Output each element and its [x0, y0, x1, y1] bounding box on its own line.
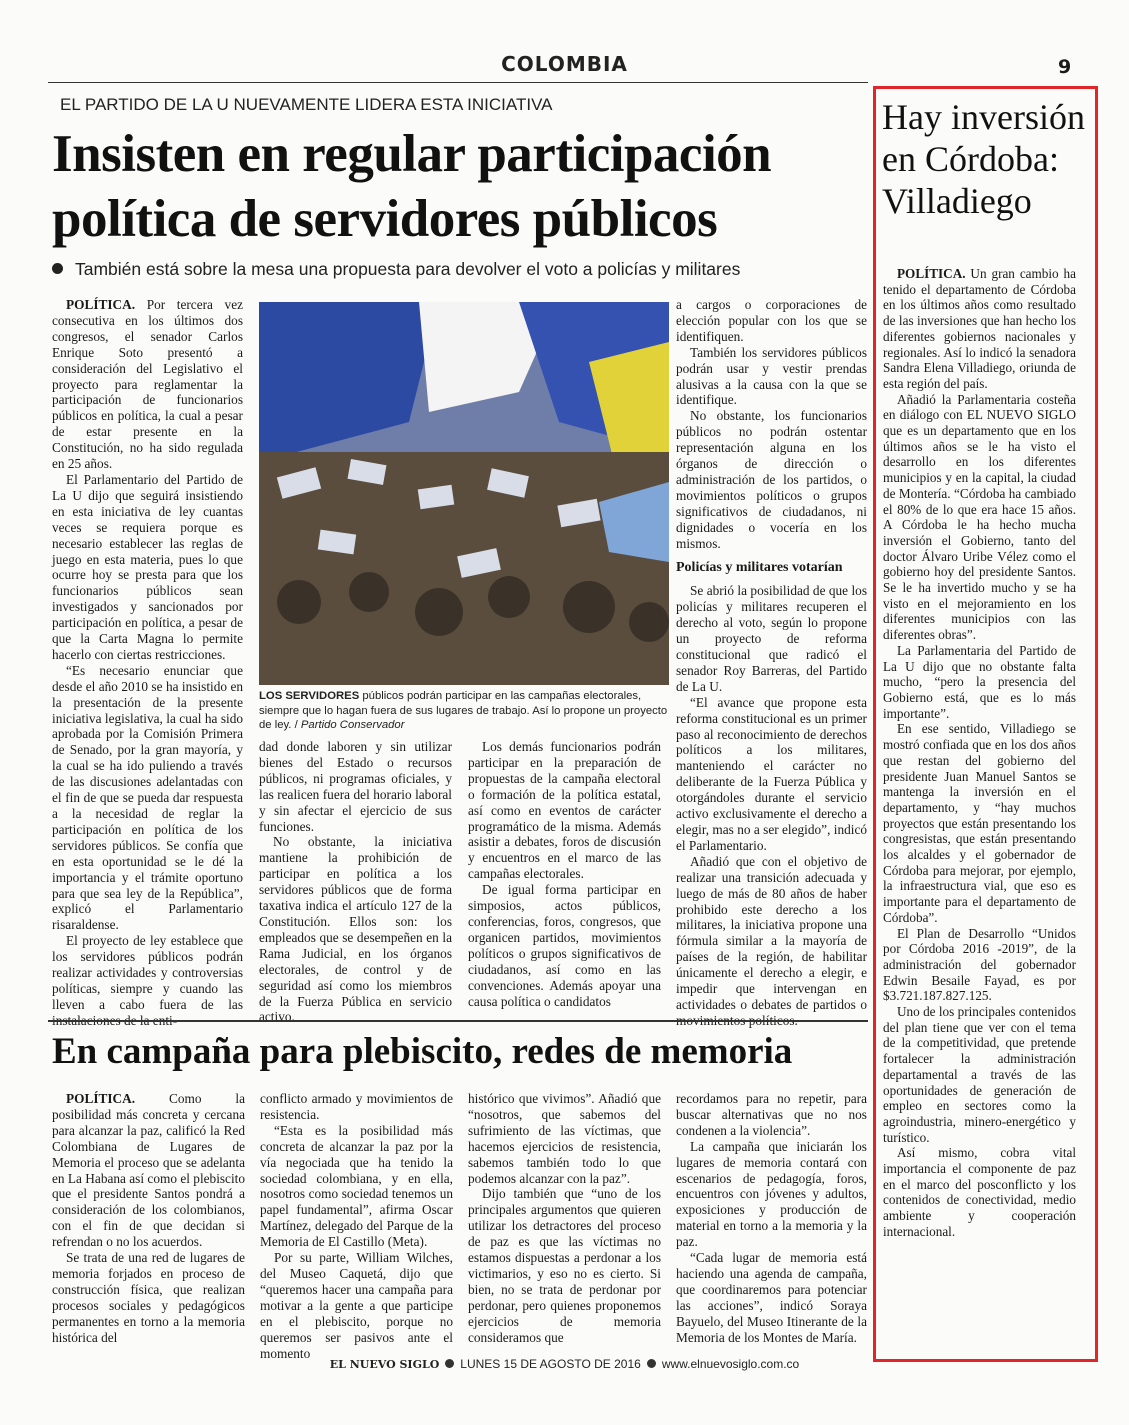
paragraph: No obstante, la iniciativa mantiene la prohibición de participar en política a los servidores públicos que de forma taxativa indica el artículo 127 de la Constitución. Ellos son: los empleados que se desempeñen en la Rama Judicial, en los órganos electorales, de control y de seguridad así como los miembros de la Fuerza Pública en servicio activo. [259, 834, 452, 1025]
paragraph: Añadió la Parlamentaria costeña en diálogo con EL NUEVO SIGLO que es un departamento que en los últimos años se le ha visto el desarrollo en los diferentes municipios y en la capital, la ciudad de Montería. “Córdoba ha cambiado el 80% de lo que era hace 15 años. A Córdoba le ha hecho mucha inversión el Gobierno, tanto del doctor Álvaro Uribe Vélez como el gobierno hoy del presidente Santos. Se le ha invertido mucho y se ha visto en el mejoramiento en los diferentes municipios con las diferentes obras”. [883, 391, 1076, 643]
paragraph: Los demás funcionarios podrán participar en la preparación de propuestas de la campaña electoral o formación de la política estatal, así como en eventos de carácter programático de la misma. Además asistir a debates, foros de discusión y encuentros en el marco de las campañas electorales. [468, 739, 661, 882]
paragraph: La Parlamentaria del Partido de La U dijo que no obstante falta mucho, “pero la presencia del Gobierno está, que es lo más importante”. [883, 642, 1076, 721]
paragraph: El Parlamentario del Partido de La U dijo que seguirá insistiendo en esta iniciativa de ley cuantas veces se requiera porque es necesario establecer las reglas de juego en esta materia, pues lo que ocurre hoy se presta para que los funcionarios públicos sean investigados y sancionados por participación en política, a pesar de que la Carta Magna lo permite hacerlo con ciertas restricciones. [52, 471, 243, 662]
second-column-4 [676, 1091, 867, 1346]
paragraph: “Es necesario enunciar que desde el año 2010 se ha insistido en la presentación de la presente iniciativa legislativa, la cual ha sido aprobada por la Comisión Primera de Senado, por la gran mayoría, y la cual se ha ido puliendo a través de las discusiones adelantadas con el fin de que se pueda dar respuesta a la necesidad de reglar la participación en política de los servidores públicos. Se confía que en esta oportunidad se le dé la importancia y el trámite oportuno para que sea ley de la República”, explicó el Parlamentario risaraldense. [52, 662, 243, 933]
article-kicker: EL PARTIDO DE LA U NUEVAMENTE LIDERA ESTA INICIATIVA [60, 95, 553, 114]
crowd-flags-image [259, 302, 669, 685]
photo-credit: Partido Conservador [297, 719, 405, 731]
paragraph: “Esta es la posibilidad más concreta de alcanzar la paz por la vía negociada que ha tenido la sociedad colombiana, y en ella, nosotros como sociedad tenemos un papel fundamental”, afirma Oscar Martínez, delegado del Parque de la Memoria de El Castillo (Meta). [260, 1122, 453, 1250]
footer-date: LUNES 15 DE AGOSTO DE 2016 [460, 1357, 641, 1371]
section-title: COLOMBIA [501, 52, 628, 76]
section-divider [48, 1020, 868, 1022]
page-number: 9 [1058, 56, 1072, 78]
caption-lead: LOS SERVIDORES [259, 690, 360, 702]
paragraph: También los servidores públicos podrán usar y vestir prendas alusivas a la causa con la que se identifique. [676, 344, 867, 408]
article-deck [52, 259, 740, 280]
bullet-icon [647, 1359, 656, 1368]
paragraph: Se trata de una red de lugares de memoria forjados en proceso de construcción física, que realizan procesos sociales y pedagógicos permanentes en torno a la memoria histórica del [52, 1250, 245, 1345]
main-column-2 [259, 739, 452, 1025]
subheading: Policías y militares votarían [676, 559, 843, 575]
second-headline: En campaña para plebiscito, redes de memoria [52, 1031, 793, 1072]
page-footer [0, 1357, 1129, 1371]
second-column-1 [52, 1091, 245, 1346]
bullet-icon [445, 1359, 454, 1368]
paragraph: “El avance que propone esta reforma constitucional es un primer paso al reconocimiento de derechos políticos a los militares, manteniendo el carácter no deliberante de la Fuerza Pública y otorgándoles durante el servicio activo exclusivamente el derecho a elegir, mas no a ser elegido”, indicó el Parlamentario. [676, 694, 867, 853]
dateline: POLÍTICA. [897, 266, 966, 281]
dateline: POLÍTICA. [66, 1091, 136, 1106]
main-column-4 [676, 297, 867, 1029]
top-rule [48, 82, 868, 83]
second-column-2 [260, 1091, 453, 1361]
paragraph: Dijo también que “uno de los principales argumentos que quieren utilizar los detractores del proceso de paz es que las víctimas no estamos dispuestas a perdonar a los victimarios, y eso no es cierto. Si bien, no se trata de perdonar por perdonar, pero quienes proponemos ejercicios de memoria consideramos que [468, 1186, 661, 1345]
paragraph: En ese sentido, Villadiego se mostró confiada que en los dos años que restan del gobierno del presidente Juan Manuel Santos se mantenga la inversión en el departamento, y “hay muchos proyectos que están presentando los congresistas, que están presentando los alcaldes y el gobernador de Córdoba para mejorar, por ejemplo, la infraestructura vial, que eso es importante para el departamento de Córdoba”. [883, 721, 1076, 925]
paragraph: POLÍTICA. Por tercera vez consecutiva en los últimos dos congresos, el senador Carlos Enrique Soto presentó a consideración del Legislativo el proyecto para reglamentar la participación de funcionarios públicos en política, la cual a pesar de estar presente en la Constitución, no ha sido regulada en 25 años. [52, 297, 243, 472]
paragraph: Se abrió la posibilidad de que los policías y militares recuperen el derecho al voto, según lo propone un proyecto de reforma constitucional que radicó el senador Roy Barreras, del Partido de La U. [676, 583, 867, 694]
sidebar-body [883, 266, 1076, 1240]
paragraph: Así mismo, cobra vital importancia el componente de paz en el marco del posconflicto y los contenidos de conectividad, medio ambiente y cooperación internacional. [883, 1145, 1076, 1239]
second-column-3 [468, 1091, 661, 1346]
dateline: POLÍTICA. [66, 297, 136, 312]
bullet-icon [52, 263, 63, 274]
paragraph: Por su parte, William Wilches, del Museo Caquetá, dijo que “queremos hacer una campaña para motivar a la gente a que participe en el plebiscito, porque no queremos ser pasivos ante el momento [260, 1250, 453, 1361]
main-column-1 [52, 297, 243, 1029]
paragraph: No obstante, los funcionarios públicos no podrán ostentar representación alguna en los órganos de dirección o administración de los partidos, o movimientos políticos o grupos significativos de ciudadanos, ni dignidades o vocería en los mismos. [676, 408, 867, 551]
paragraph: “Cada lugar de memoria está haciendo una agenda de campaña, que coordinaremos para potenciar las acciones”, indicó Soraya Bayuelo, del Museo Itinerante de la Memoria de los Montes de María. [676, 1250, 867, 1345]
paragraph: El Plan de Desarrollo “Unidos por Córdoba 2016 -2019”, de la administración del gobernador Edwin Besaile Fayad, es por $3.721.187.827.125. [883, 925, 1076, 1004]
paragraph: dad donde laboren y sin utilizar bienes del Estado o recursos públicos, ni programas oficiales, y las realicen fuera del horario laboral y sin afectar el ejercicio de sus funciones. [259, 739, 452, 834]
paragraph: histórico que vivimos”. Añadió que “nosotros, que sabemos del sufrimiento de las víctimas, que hacemos ejercicios de resistencia, sabemos también todo lo que podemos alcanzar con la paz”. [468, 1091, 661, 1186]
deck-text: También está sobre la mesa una propuesta para devolver el voto a policías y militares [75, 259, 741, 279]
article-headline: Insisten en regular participación política de servidores públicos [52, 125, 772, 248]
paragraph: Añadió que con el objetivo de realizar una transición adecuada y luego de más de 80 años de haber prohibido este derecho a los militares, la iniciativa propone una fórmula similar a la mayoría de países de la región, de habilitar únicamente el derecho a elegir, e impedir que intervengan en actividades o debates de partidos o movimientos políticos. [676, 853, 867, 1028]
paragraph: El proyecto de ley establece que los servidores públicos podrán realizar actividades y controversias políticas, siempre y cuando las lleven a cabo fuera de las instalaciones de la enti- [52, 933, 243, 1028]
sidebar-headline: Hay inversión en Córdoba: Villadiego [882, 97, 1085, 221]
main-column-3 [468, 739, 661, 1009]
paragraph: recordamos para no repetir, para buscar alternativas que no nos condenen a la violencia”. [676, 1091, 867, 1138]
paragraph: Uno de los principales contenidos del plan tiene que ver con el tema de la competitividad, que pretende fortalecer la administración departamental a través de las oportunidades de generación de empleo en sectores como la agroindustria, minero-energético y turístico. [883, 1004, 1076, 1145]
footer-url[interactable]: www.elnuevosiglo.com.co [661, 1357, 800, 1371]
paragraph: La campaña que iniciarán los lugares de memoria contará con escenarios de pedagogía, foros, encuentros con jóvenes y adultos, exposiciones y producción de material en torno a la memoria y la paz. [676, 1138, 867, 1250]
paragraph: POLÍTICA. Como la posibilidad más concreta y cercana para alcanzar la paz, calificó la Red Colombiana de Lugares de Memoria el proceso que se adelanta en La Habana así como el plebiscito que el presidente Santos pondrá a consideración de los colombianos, con el fin de que decidan si refrendan o no los acuerdos. [52, 1091, 245, 1250]
newspaper-brand: EL NUEVO SIGLO [329, 1358, 440, 1371]
paragraph: conflicto armado y movimientos de resistencia. [260, 1091, 453, 1122]
paragraph: a cargos o corporaciones de elección popular con los que se identifiquen. [676, 297, 867, 344]
paragraph: De igual forma participar en simposios, actos públicos, conferencias, foros, congresos, que organicen partidos, movimientos políticos o grupos significativos de ciudadanos, así como en las convenciones. Además apoyar una causa política o candidatos [468, 882, 661, 1009]
article-photo [259, 302, 669, 685]
paragraph: POLÍTICA. Un gran cambio ha tenido el departamento de Córdoba en los últimos años como resultado de las inversiones que han hecho los diferentes gobiernos nacionales y regionales. Así lo indicó la senadora Sandra Elena Villadiego, oriunda de esta región del país. [883, 266, 1076, 391]
photo-caption: LOS SERVIDORES públicos podrán participar en las campañas electorales, siempre que lo hagan fuera de sus lugares de trabajo. Así lo propone un proyecto de ley. / Partido Conservador [259, 690, 668, 731]
